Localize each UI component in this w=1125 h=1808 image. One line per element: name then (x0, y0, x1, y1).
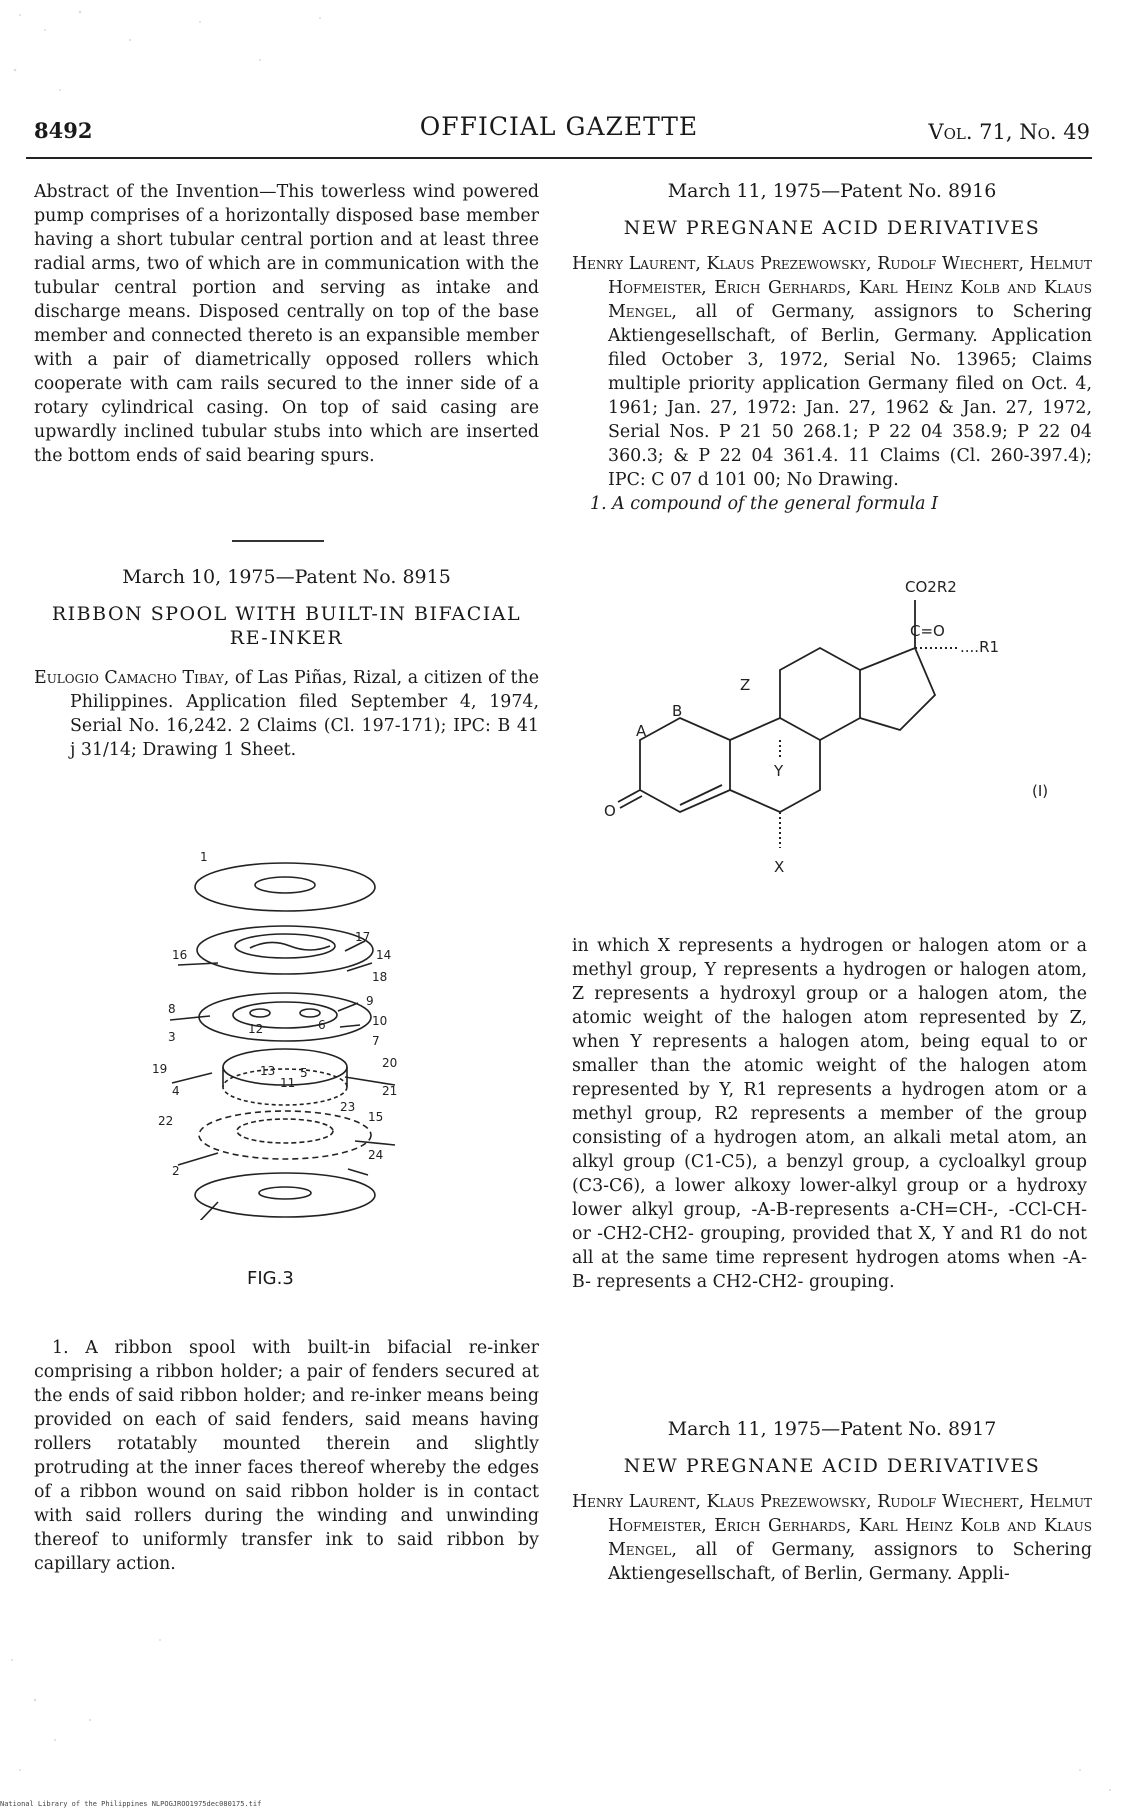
svg-text:12: 12 (248, 1022, 264, 1036)
svg-text:19: 19 (152, 1062, 168, 1076)
svg-text:6: 6 (318, 1018, 326, 1032)
page-header (28, 112, 1090, 146)
patent-title: RIBBON SPOOL WITH BUILT-IN BIFACIAL RE-INKER (51, 603, 522, 649)
svg-text:21: 21 (382, 1084, 398, 1098)
disc-1 (195, 863, 375, 911)
fender-bottom (195, 1173, 375, 1217)
oxygen-label: O (604, 802, 616, 820)
svg-text:18: 18 (372, 970, 388, 984)
patent-title: NEW PREGNANE ACID DERIVATIVES (623, 217, 1041, 239)
application-details: all of Germany, assignors to Schering Aktiengesellschaft, of Berlin, Germany. Appli- (608, 1540, 1092, 1584)
svg-text:16: 16 (172, 948, 188, 962)
b-label: B (672, 702, 683, 720)
patent-8917 (572, 1418, 1092, 1586)
scan-footer: National Library of the Philippines NLPOGJROO1975dec080175.tif (0, 1800, 262, 1808)
a-label: A (636, 722, 647, 740)
svg-text:10: 10 (372, 1014, 388, 1028)
application-details: , of Las Piñas, Rizal, a citizen of the Philippines. Application filed September 4, 1974, Serial No. 16,242. 2 Claims (Cl. 197-171); IPC: B 41 j 31/14; Drawing 1 Sheet. (70, 668, 539, 760)
patent-date-line: March 10, 1975—Patent No. 8915 (122, 566, 451, 588)
svg-text:3: 3 (168, 1030, 176, 1044)
header-rule (26, 157, 1092, 159)
patent-inventor-block (572, 252, 1092, 492)
patent-date-line: March 11, 1975—Patent No. 8917 (667, 1418, 997, 1440)
section-divider (232, 540, 324, 542)
svg-text:5: 5 (300, 1066, 308, 1080)
svg-text:4: 4 (172, 1084, 180, 1098)
patent-inventor-block (572, 1490, 1092, 1586)
z-label: Z (740, 676, 751, 694)
patent-8916 (572, 180, 1092, 516)
svg-text:1: 1 (200, 850, 208, 864)
inventor-names: Henry Laurent, Klaus Prezewowsky, Rudolf Wiechert, Helmut Hofmeister, Erich Gerhards, Karl Heinz Kolb and Klaus Mengel, (572, 1492, 1092, 1560)
svg-text:17: 17 (355, 930, 371, 944)
gazette-title: OFFICIAL GAZETTE (419, 112, 699, 141)
patent-date-line: March 11, 1975—Patent No. 8916 (667, 180, 997, 202)
abstract-paragraph: Abstract of the Invention—This towerless wind powered pump comprises of a horizontally disposed base member having a short tubular central portion and at least three radial arms, two of which are in communication with the tubular central portion and serving as intake and discharge means. Disposed centrally on top of the base member and connected thereto is an expansible member with a pair of diametrically opposed rollers which cooperate with cam rails secured to the inner side of a rotary cylindrical casing. On top of said casing are upwardly inclined tubular stubs into which are inserted the bottom ends of said bearing spurs. (34, 182, 539, 466)
patent-8915 (34, 566, 539, 762)
svg-text:11: 11 (280, 1076, 296, 1090)
svg-text:15: 15 (368, 1110, 384, 1124)
r1-label: ....R1 (960, 638, 1000, 656)
patent-title: NEW PREGNANE ACID DERIVATIVES (623, 1455, 1041, 1477)
svg-text:14: 14 (376, 948, 392, 962)
application-details: all of Germany, assignors to Schering Aktiengesellschaft, of Berlin, Germany. Application filed October 3, 1972, Serial No. 13965; Claims multiple priority application Germany filed on Oct. 4, 1961; Jan. 27, 1972: Jan. 27, 1962 & Jan. 27, 1972, Serial Nos. P 21 50 268.1; P 22 04 358.9; P 22 04 360.3; & P 22 04 361.4. 11 Claims (Cl. 260-397.4); IPC: C 07 d 101 00; No Drawing. (608, 302, 1092, 490)
svg-text:2: 2 (172, 1164, 180, 1178)
reinker-upper (199, 993, 371, 1041)
reinker-lower (199, 1111, 371, 1159)
chemical-formula (600, 580, 1080, 925)
claim-intro: 1. A compound of the general formula I (590, 494, 938, 514)
patent-inventor-block (34, 666, 539, 762)
svg-text:13: 13 (260, 1064, 276, 1078)
ribbon-spool-figure (150, 845, 420, 1220)
svg-text:7: 7 (372, 1034, 380, 1048)
page-number: 8492 (34, 118, 93, 143)
svg-text:20: 20 (382, 1056, 398, 1070)
inventor-name: Eulogio Camacho Tibay (34, 668, 224, 688)
y-label: Y (774, 762, 784, 780)
patent-claim: 1. A ribbon spool with built-in bifacial re-inker comprising a ribbon holder; a pair of fenders secured at the ends of said ribbon holder; and re-inker means being provided on each of said fenders, said means having rollers rotatably mounted therein and slightly protruding at the inner faces thereof whereby the edges of a ribbon wound on said ribbon holder is in contact with said rollers during the winding and unwinding thereof to uniformly transfer ink to said ribbon by capillary action. (34, 1338, 539, 1574)
svg-text:23: 23 (340, 1100, 356, 1114)
carboxyl-label: CO2R2 (905, 580, 957, 596)
svg-text:9: 9 (366, 994, 374, 1008)
inventor-names: Henry Laurent, Klaus Prezewowsky, Rudolf Wiechert, Helmut Hofmeister, Erich Gerhards, Karl Heinz Kolb and Klaus Mengel, (572, 254, 1092, 322)
carbonyl-label: C=O (910, 622, 945, 640)
disc-1-hole (255, 877, 315, 893)
formula-number: (I) (1032, 782, 1049, 800)
svg-text:22: 22 (158, 1114, 174, 1128)
figure-caption: FIG.3 (247, 1268, 294, 1289)
volume-number: Vol. 71, No. 49 (928, 120, 1090, 144)
x-label: X (774, 858, 785, 876)
claim-body: in which X represents a hydrogen or halogen atom or a methyl group, Y represents a hydrogen or halogen atom, Z represents a hydroxyl group or a halogen atom, the atomic weight of the halogen atom represented by Z, when Y represents a halogen atom, being equal to or smaller than the atomic weight of the halogen atom represented by Y, R1 represents a hydrogen atom or a methyl group, R2 represents a member of the group consisting of a hydrogen atom, an alkali metal atom, an alkyl group (C1-C5), a benzyl group, a cycloalkyl group (C3-C6), a lower alkoxy lower-alkyl group or a hydroxy lower alkyl group, -A-B-represents a-CH=CH-, -CCl-CH- or -CH2-CH2- grouping, provided that X, Y and R1 do not all at the same time represent hydrogen atoms when -A-B- represents a CH2-CH2- grouping. (572, 936, 1087, 1292)
svg-text:8: 8 (168, 1002, 176, 1016)
svg-text:24: 24 (368, 1148, 384, 1162)
